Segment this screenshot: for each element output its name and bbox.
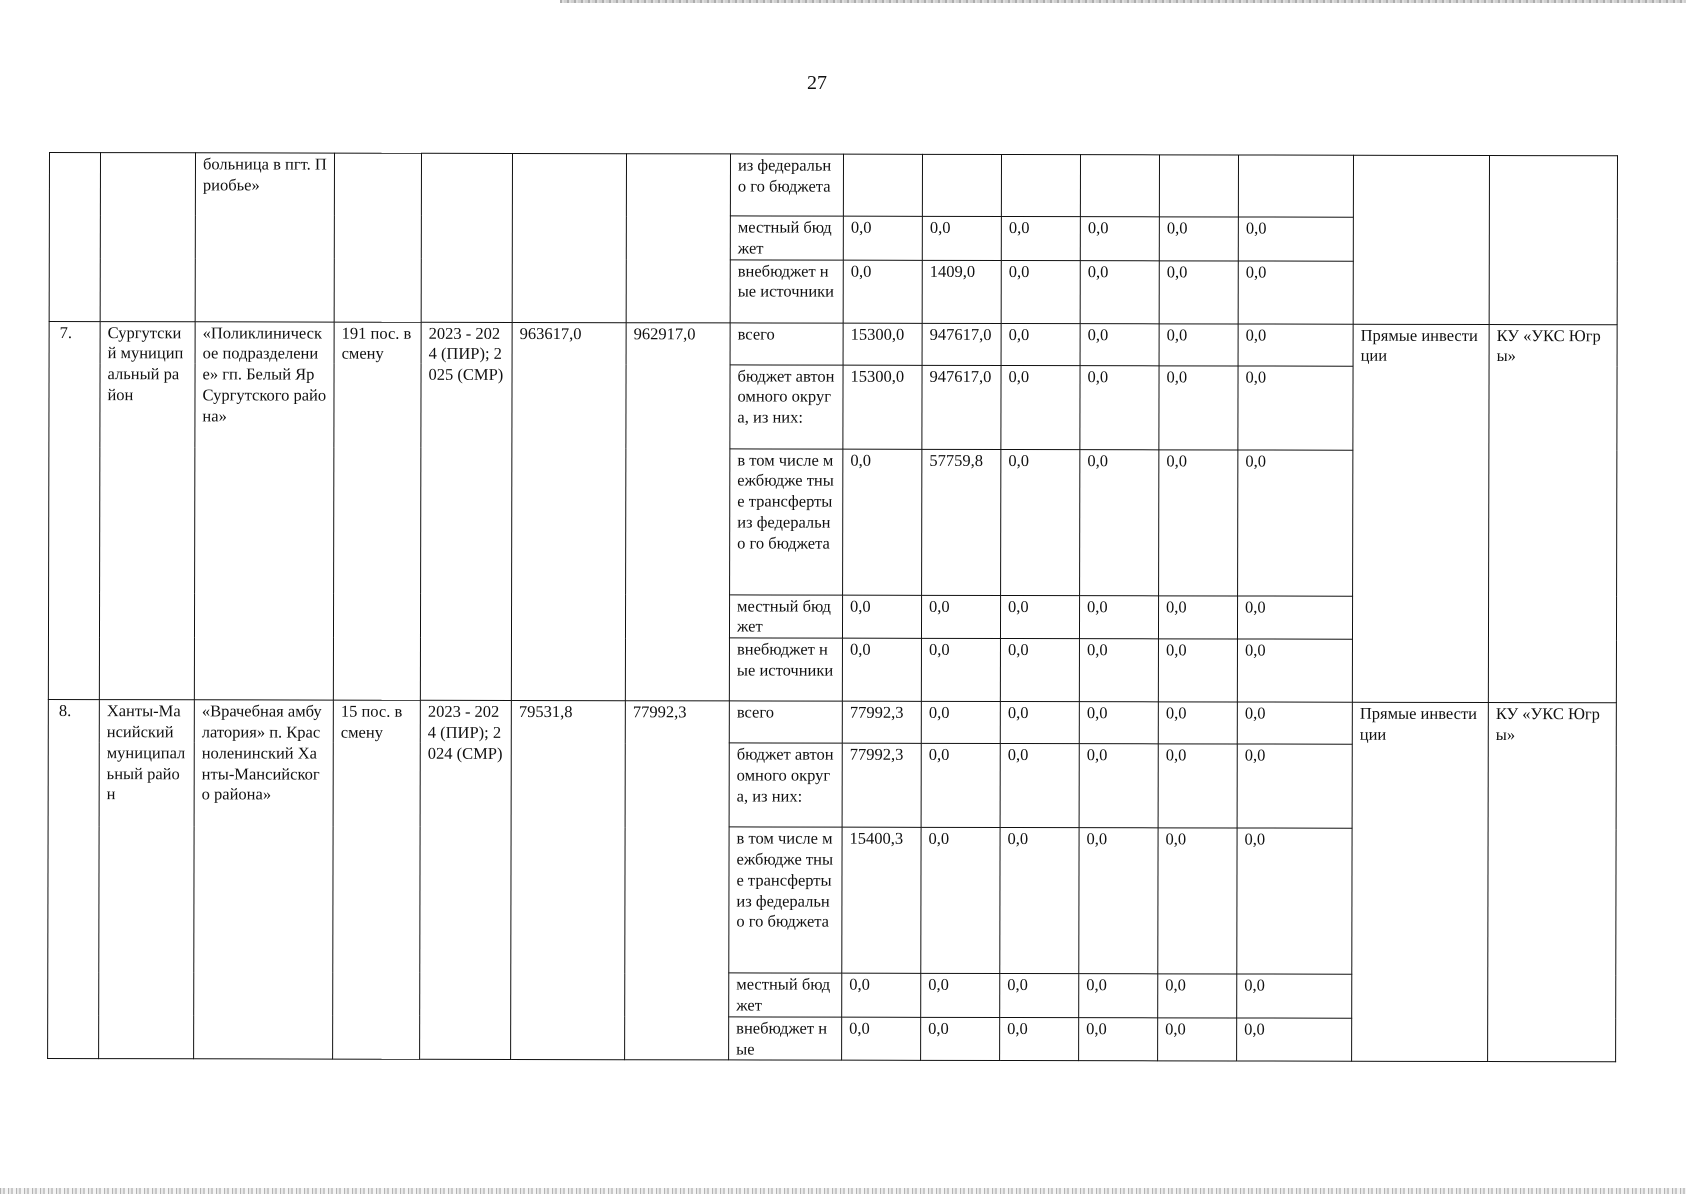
value-cell: 0,0 bbox=[1237, 1018, 1352, 1062]
municipality-cell bbox=[100, 153, 195, 322]
value-cell bbox=[1001, 154, 1080, 216]
cost-remaining-cell: 962917,0 bbox=[625, 322, 730, 701]
value-cell: 0,0 bbox=[842, 1017, 921, 1061]
funding-source-cell: внебюджет ные источники bbox=[729, 638, 842, 701]
value-cell: 0,0 bbox=[1238, 324, 1353, 366]
value-cell: 15300,0 bbox=[843, 323, 922, 365]
municipality-cell: Ханты-Мансийский муниципальный район bbox=[99, 700, 195, 1059]
value-cell: 0,0 bbox=[1000, 744, 1079, 828]
value-cell: 0,0 bbox=[1237, 744, 1352, 828]
value-cell: 0,0 bbox=[1158, 595, 1237, 639]
row-number-cell: 7. bbox=[48, 321, 100, 700]
value-cell bbox=[1080, 155, 1159, 217]
value-cell bbox=[843, 154, 922, 216]
value-cell: 0,0 bbox=[842, 595, 921, 639]
page-number: 27 bbox=[807, 72, 827, 94]
value-cell: 77992,3 bbox=[842, 743, 921, 827]
value-cell: 0,0 bbox=[1237, 702, 1352, 744]
value-cell: 0,0 bbox=[1238, 261, 1353, 324]
capacity-cell: 15 пос. в смену bbox=[333, 700, 421, 1059]
customer-cell bbox=[1489, 156, 1617, 325]
value-cell: 0,0 bbox=[1079, 744, 1158, 828]
value-cell: 0,0 bbox=[1079, 828, 1158, 974]
value-cell: 0,0 bbox=[1079, 974, 1158, 1018]
value-cell: 0,0 bbox=[1237, 974, 1352, 1018]
funding-source-cell: местный бюджет bbox=[729, 973, 842, 1017]
value-cell: 0,0 bbox=[1000, 595, 1079, 639]
value-cell: 0,0 bbox=[921, 1017, 1000, 1061]
value-cell: 0,0 bbox=[921, 828, 1000, 974]
value-cell: 0,0 bbox=[1000, 702, 1079, 744]
value-cell: 0,0 bbox=[1000, 828, 1079, 974]
funding-source-cell: бюджет автономного округа, из них: bbox=[729, 743, 842, 827]
value-cell: 0,0 bbox=[921, 974, 1000, 1018]
funding-source-cell: из федерально го бюджета bbox=[730, 154, 843, 216]
value-cell: 0,0 bbox=[1079, 595, 1158, 639]
period-cell: 2023 - 2024 (ПИР); 2025 (СМР) bbox=[420, 322, 512, 701]
customer-cell: КУ «УКС Югры» bbox=[1488, 703, 1617, 1062]
value-cell: 0,0 bbox=[1080, 323, 1159, 365]
scan-edge-bottom bbox=[0, 1188, 1686, 1194]
value-cell: 0,0 bbox=[1158, 1018, 1237, 1062]
value-cell: 0,0 bbox=[1158, 702, 1237, 744]
value-cell: 0,0 bbox=[1001, 260, 1080, 323]
cost-remaining-cell: 77992,3 bbox=[625, 701, 730, 1060]
value-cell: 0,0 bbox=[921, 744, 1000, 828]
value-cell bbox=[1238, 155, 1353, 217]
funding-source-cell: в том числе межбюдже тные трансферты из федерально го бюджета bbox=[729, 827, 842, 973]
value-cell: 15400,3 bbox=[842, 827, 921, 973]
value-cell: 0,0 bbox=[1237, 639, 1352, 702]
value-cell: 0,0 bbox=[1079, 1017, 1158, 1061]
table-row bbox=[49, 153, 1617, 218]
value-cell: 77992,3 bbox=[842, 701, 921, 743]
value-cell: 0,0 bbox=[921, 595, 1000, 639]
value-cell: 0,0 bbox=[1158, 744, 1237, 828]
value-cell: 0,0 bbox=[1238, 450, 1353, 596]
value-cell: 0,0 bbox=[1000, 1017, 1079, 1061]
object-name-cell: «Поликлиническое подразделение» гп. Белый Яр Сургутского района» bbox=[194, 321, 334, 700]
row-number-cell: 8. bbox=[48, 700, 100, 1059]
value-cell: 0,0 bbox=[1001, 365, 1080, 449]
value-cell: 0,0 bbox=[1237, 828, 1352, 974]
value-cell: 0,0 bbox=[1080, 449, 1159, 595]
scan-edge-top bbox=[560, 0, 1686, 3]
object-name-cell: «Врачебная амбулатория» п. Красноленинский Ханты-Мансийского района» bbox=[194, 700, 334, 1059]
value-cell: 15300,0 bbox=[843, 365, 922, 449]
funding-source-cell: всего bbox=[730, 323, 843, 365]
value-cell: 0,0 bbox=[1159, 365, 1238, 449]
value-cell: 0,0 bbox=[922, 216, 1001, 260]
table-row bbox=[49, 321, 1617, 366]
value-cell: 0,0 bbox=[1238, 366, 1353, 450]
cost-remaining-cell bbox=[626, 154, 730, 323]
value-cell: 0,0 bbox=[1237, 596, 1352, 640]
row-number-cell bbox=[49, 153, 100, 322]
value-cell: 0,0 bbox=[1158, 974, 1237, 1018]
value-cell: 0,0 bbox=[1238, 217, 1353, 261]
value-cell: 0,0 bbox=[1158, 828, 1237, 974]
period-cell: 2023 - 2024 (ПИР); 2024 (СМР) bbox=[420, 700, 512, 1059]
funding-source-cell: местный бюджет bbox=[730, 216, 843, 260]
value-cell: 0,0 bbox=[1000, 974, 1079, 1018]
funding-source-cell: бюджет автономного округа, из них: bbox=[730, 365, 843, 449]
value-cell: 0,0 bbox=[1001, 216, 1080, 260]
value-cell: 0,0 bbox=[842, 973, 921, 1017]
value-cell: 0,0 bbox=[921, 702, 1000, 744]
investment-table bbox=[47, 152, 1618, 1063]
value-cell: 0,0 bbox=[842, 638, 921, 701]
value-cell: 1409,0 bbox=[922, 260, 1001, 323]
value-cell: 0,0 bbox=[1000, 639, 1079, 702]
cost-total-cell: 79531,8 bbox=[511, 701, 626, 1060]
mechanism-cell: Прямые инвестиции bbox=[1352, 324, 1489, 703]
value-cell: 0,0 bbox=[921, 639, 1000, 702]
value-cell: 0,0 bbox=[1079, 639, 1158, 702]
funding-source-cell: внебюджет ные bbox=[729, 1017, 842, 1061]
value-cell: 0,0 bbox=[1080, 365, 1159, 449]
funding-source-cell: всего bbox=[729, 701, 842, 743]
value-cell: 0,0 bbox=[1001, 449, 1080, 595]
value-cell: 0,0 bbox=[1159, 217, 1238, 261]
value-cell: 0,0 bbox=[843, 216, 922, 260]
value-cell bbox=[1159, 155, 1238, 217]
value-cell: 0,0 bbox=[1159, 260, 1238, 323]
object-name-cell: больница в пгт. Приобье» bbox=[195, 153, 334, 322]
value-cell: 0,0 bbox=[1080, 260, 1159, 323]
value-cell: 0,0 bbox=[1158, 639, 1237, 702]
value-cell: 0,0 bbox=[1079, 702, 1158, 744]
capacity-cell bbox=[334, 153, 421, 322]
value-cell bbox=[922, 154, 1001, 216]
funding-source-cell: в том числе межбюдже тные трансферты из федерально го бюджета bbox=[730, 449, 843, 595]
value-cell: 0,0 bbox=[843, 260, 922, 323]
funding-source-cell: местный бюджет bbox=[729, 595, 842, 639]
mechanism-cell bbox=[1353, 155, 1489, 324]
period-cell bbox=[421, 153, 512, 322]
value-cell: 947617,0 bbox=[922, 365, 1001, 449]
value-cell: 0,0 bbox=[1001, 323, 1080, 365]
mechanism-cell: Прямые инвестиции bbox=[1352, 702, 1489, 1061]
value-cell: 947617,0 bbox=[922, 323, 1001, 365]
cost-total-cell bbox=[512, 153, 626, 322]
value-cell: 0,0 bbox=[843, 449, 922, 595]
value-cell: 0,0 bbox=[1159, 323, 1238, 365]
funding-source-cell: внебюджет ные источники bbox=[730, 260, 843, 323]
municipality-cell: Сургутский муниципальный район bbox=[99, 321, 195, 700]
capacity-cell: 191 пос. в смену bbox=[333, 322, 421, 701]
customer-cell: КУ «УКС Югры» bbox=[1488, 324, 1617, 703]
value-cell: 0,0 bbox=[1080, 217, 1159, 261]
value-cell: 0,0 bbox=[1159, 449, 1238, 595]
cost-total-cell: 963617,0 bbox=[511, 322, 626, 701]
table-row bbox=[48, 700, 1616, 745]
value-cell: 57759,8 bbox=[922, 449, 1001, 595]
